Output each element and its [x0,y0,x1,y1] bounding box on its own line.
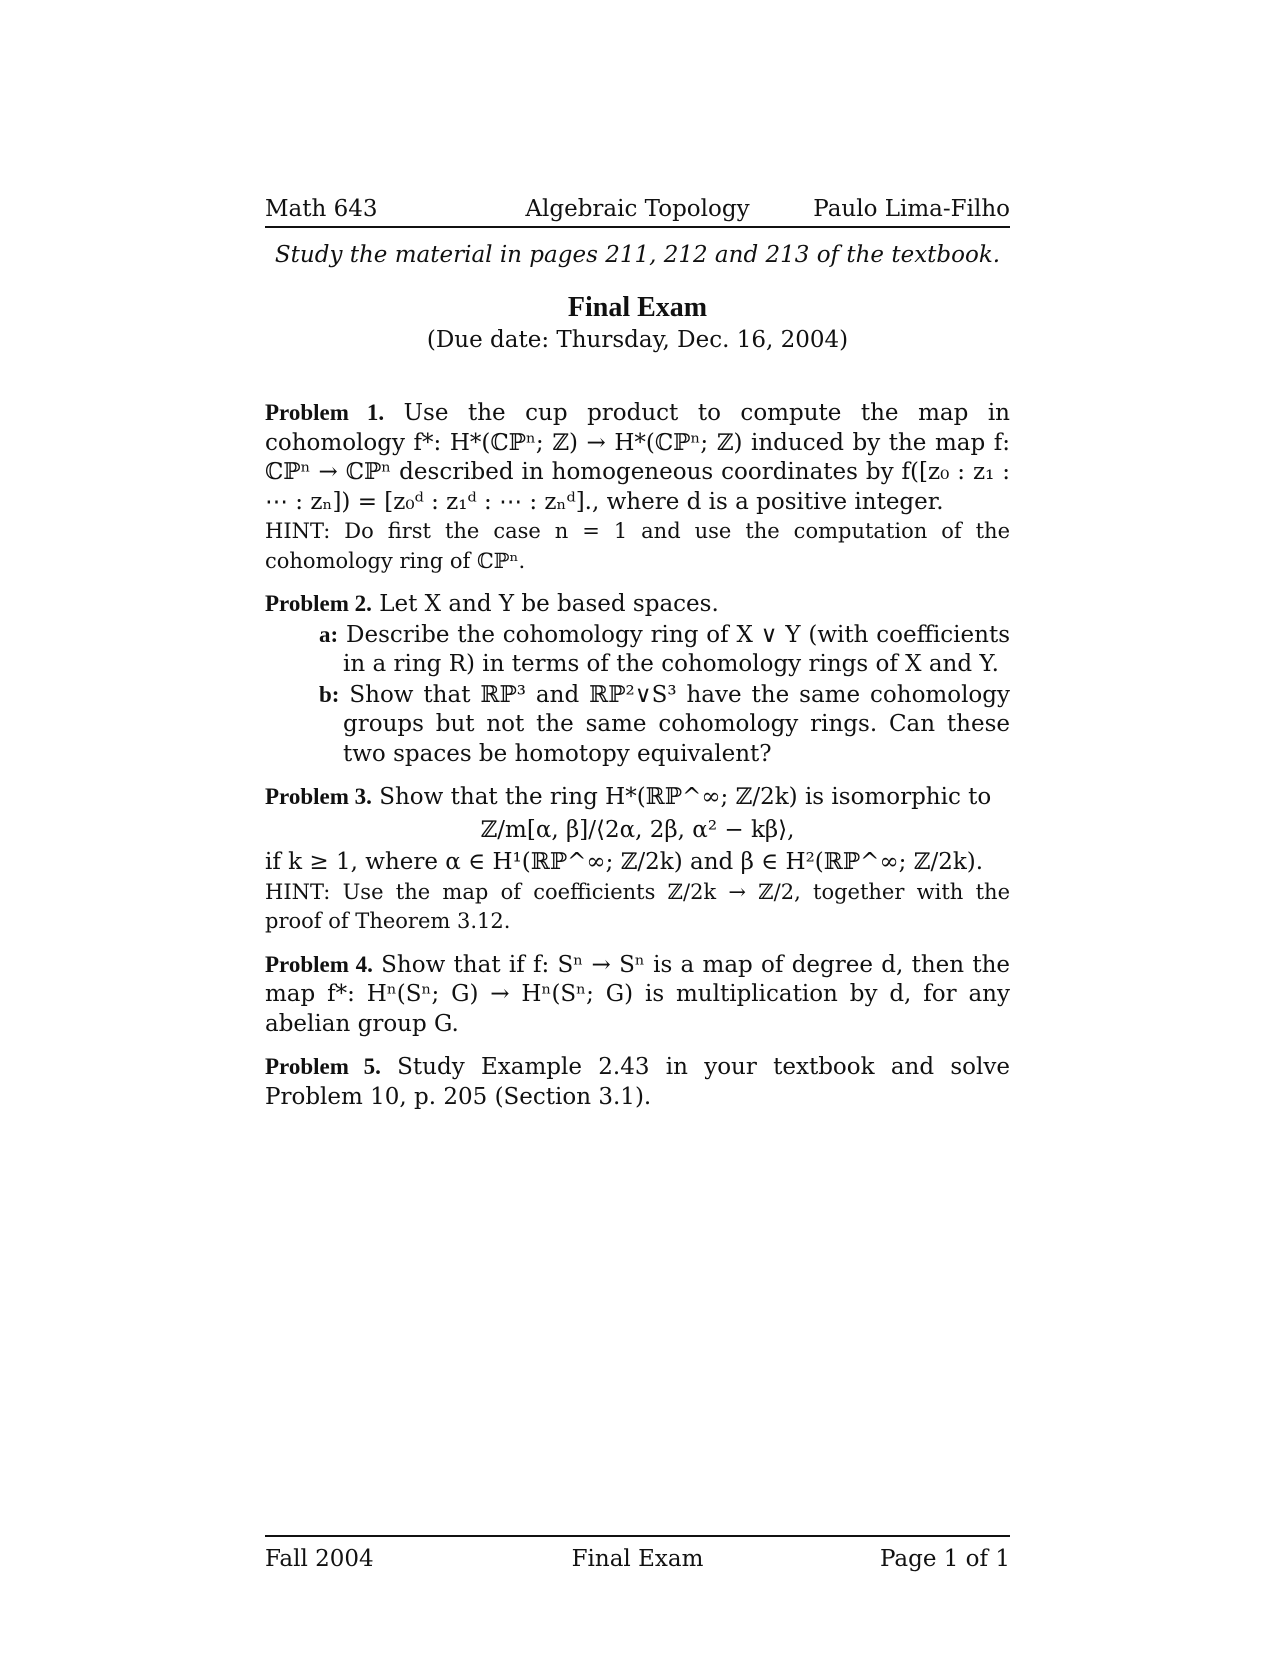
problem-text: Let X and Y be based spaces. [379,591,719,617]
problem-hint: HINT: Use the map of coefficients ℤ/2k → ℤ/2, together with the proof of Theorem 3.12. [265,879,1010,933]
problem-part-b [319,680,1010,770]
problem-5 [265,1052,1010,1112]
problem-3 [265,782,1010,937]
page-number: Page 1 of 1 [879,1546,1010,1572]
problem-text: Show that the ring H*(ℝℙ^∞; ℤ/2k) is isomorphic to [379,784,992,810]
part-label: b: [319,681,340,707]
problem-list [265,398,1010,1125]
display-equation: ℤ/m[α, β]/⟨2α, 2β, α² − kβ⟩, [480,816,795,843]
problem-text-continued: if k ≥ 1, where α ∈ H¹(ℝℙ^∞; ℤ/2k) and β ∈ H²(ℝℙ^∞; ℤ/2k). [265,849,984,875]
problem-1 [265,398,1010,576]
header-rule [265,226,1010,228]
problem-label: Problem 1. [265,400,385,425]
problem-part-a [319,620,1010,680]
part-text: Show that ℝℙ³ and ℝℙ²∨S³ have the same cohomology groups but not the same cohomology rings. Can these two spaces be homotopy equivalent? [343,681,1010,767]
due-date: (Due date: Thursday, Dec. 16, 2004) [426,327,849,353]
part-text: Describe the cohomology ring of X ∨ Y (with coefficients in a ring R) in terms of the cohomology rings of X and Y. [343,621,1011,677]
footer-rule [265,1535,1010,1537]
instructor-name: Paulo Lima-Filho [813,196,1010,222]
footer-title: Final Exam [571,1546,704,1572]
problem-label: Problem 4. [265,951,373,977]
problem-label: Problem 3. [265,784,372,809]
course-number: Math 643 [265,196,378,222]
problem-4 [265,950,1010,1040]
problem-text: Study Example 2.43 in your textbook and solve Problem 10, p. 205 (Section 3.1). [265,1054,1010,1110]
study-note: Study the material in pages 211, 212 and 213 of the textbook. [274,242,1001,268]
problem-text: Use the cup product to compute the map in cohomology f*: H*(ℂℙⁿ; ℤ) → H*(ℂℙⁿ; ℤ) induced by the map f: ℂℙⁿ → ℂℙⁿ described in homogeneous coordinates by f([z₀ : z₁ : ⋯ : zₙ]) = [z₀ᵈ : z₁ᵈ : ⋯ : zₙᵈ]., where d is a positive integer. [265,400,1010,515]
problem-hint: HINT: Do first the case n = 1 and use the computation of the cohomology ring of ℂℙⁿ. [265,519,1010,573]
part-label: a: [319,621,339,647]
problem-label: Problem 5. [265,1054,381,1079]
problem-text: Show that if f: Sⁿ → Sⁿ is a map of degree d, then the map f*: Hⁿ(Sⁿ; G) → Hⁿ(Sⁿ; G) is multiplication by d, for any abelian group G. [265,951,1011,1037]
course-subject: Algebraic Topology [525,196,750,222]
problem-2 [265,589,1010,769]
footer-term: Fall 2004 [265,1546,374,1572]
problem-label: Problem 2. [265,591,372,616]
page-title: Final Exam [567,292,708,323]
